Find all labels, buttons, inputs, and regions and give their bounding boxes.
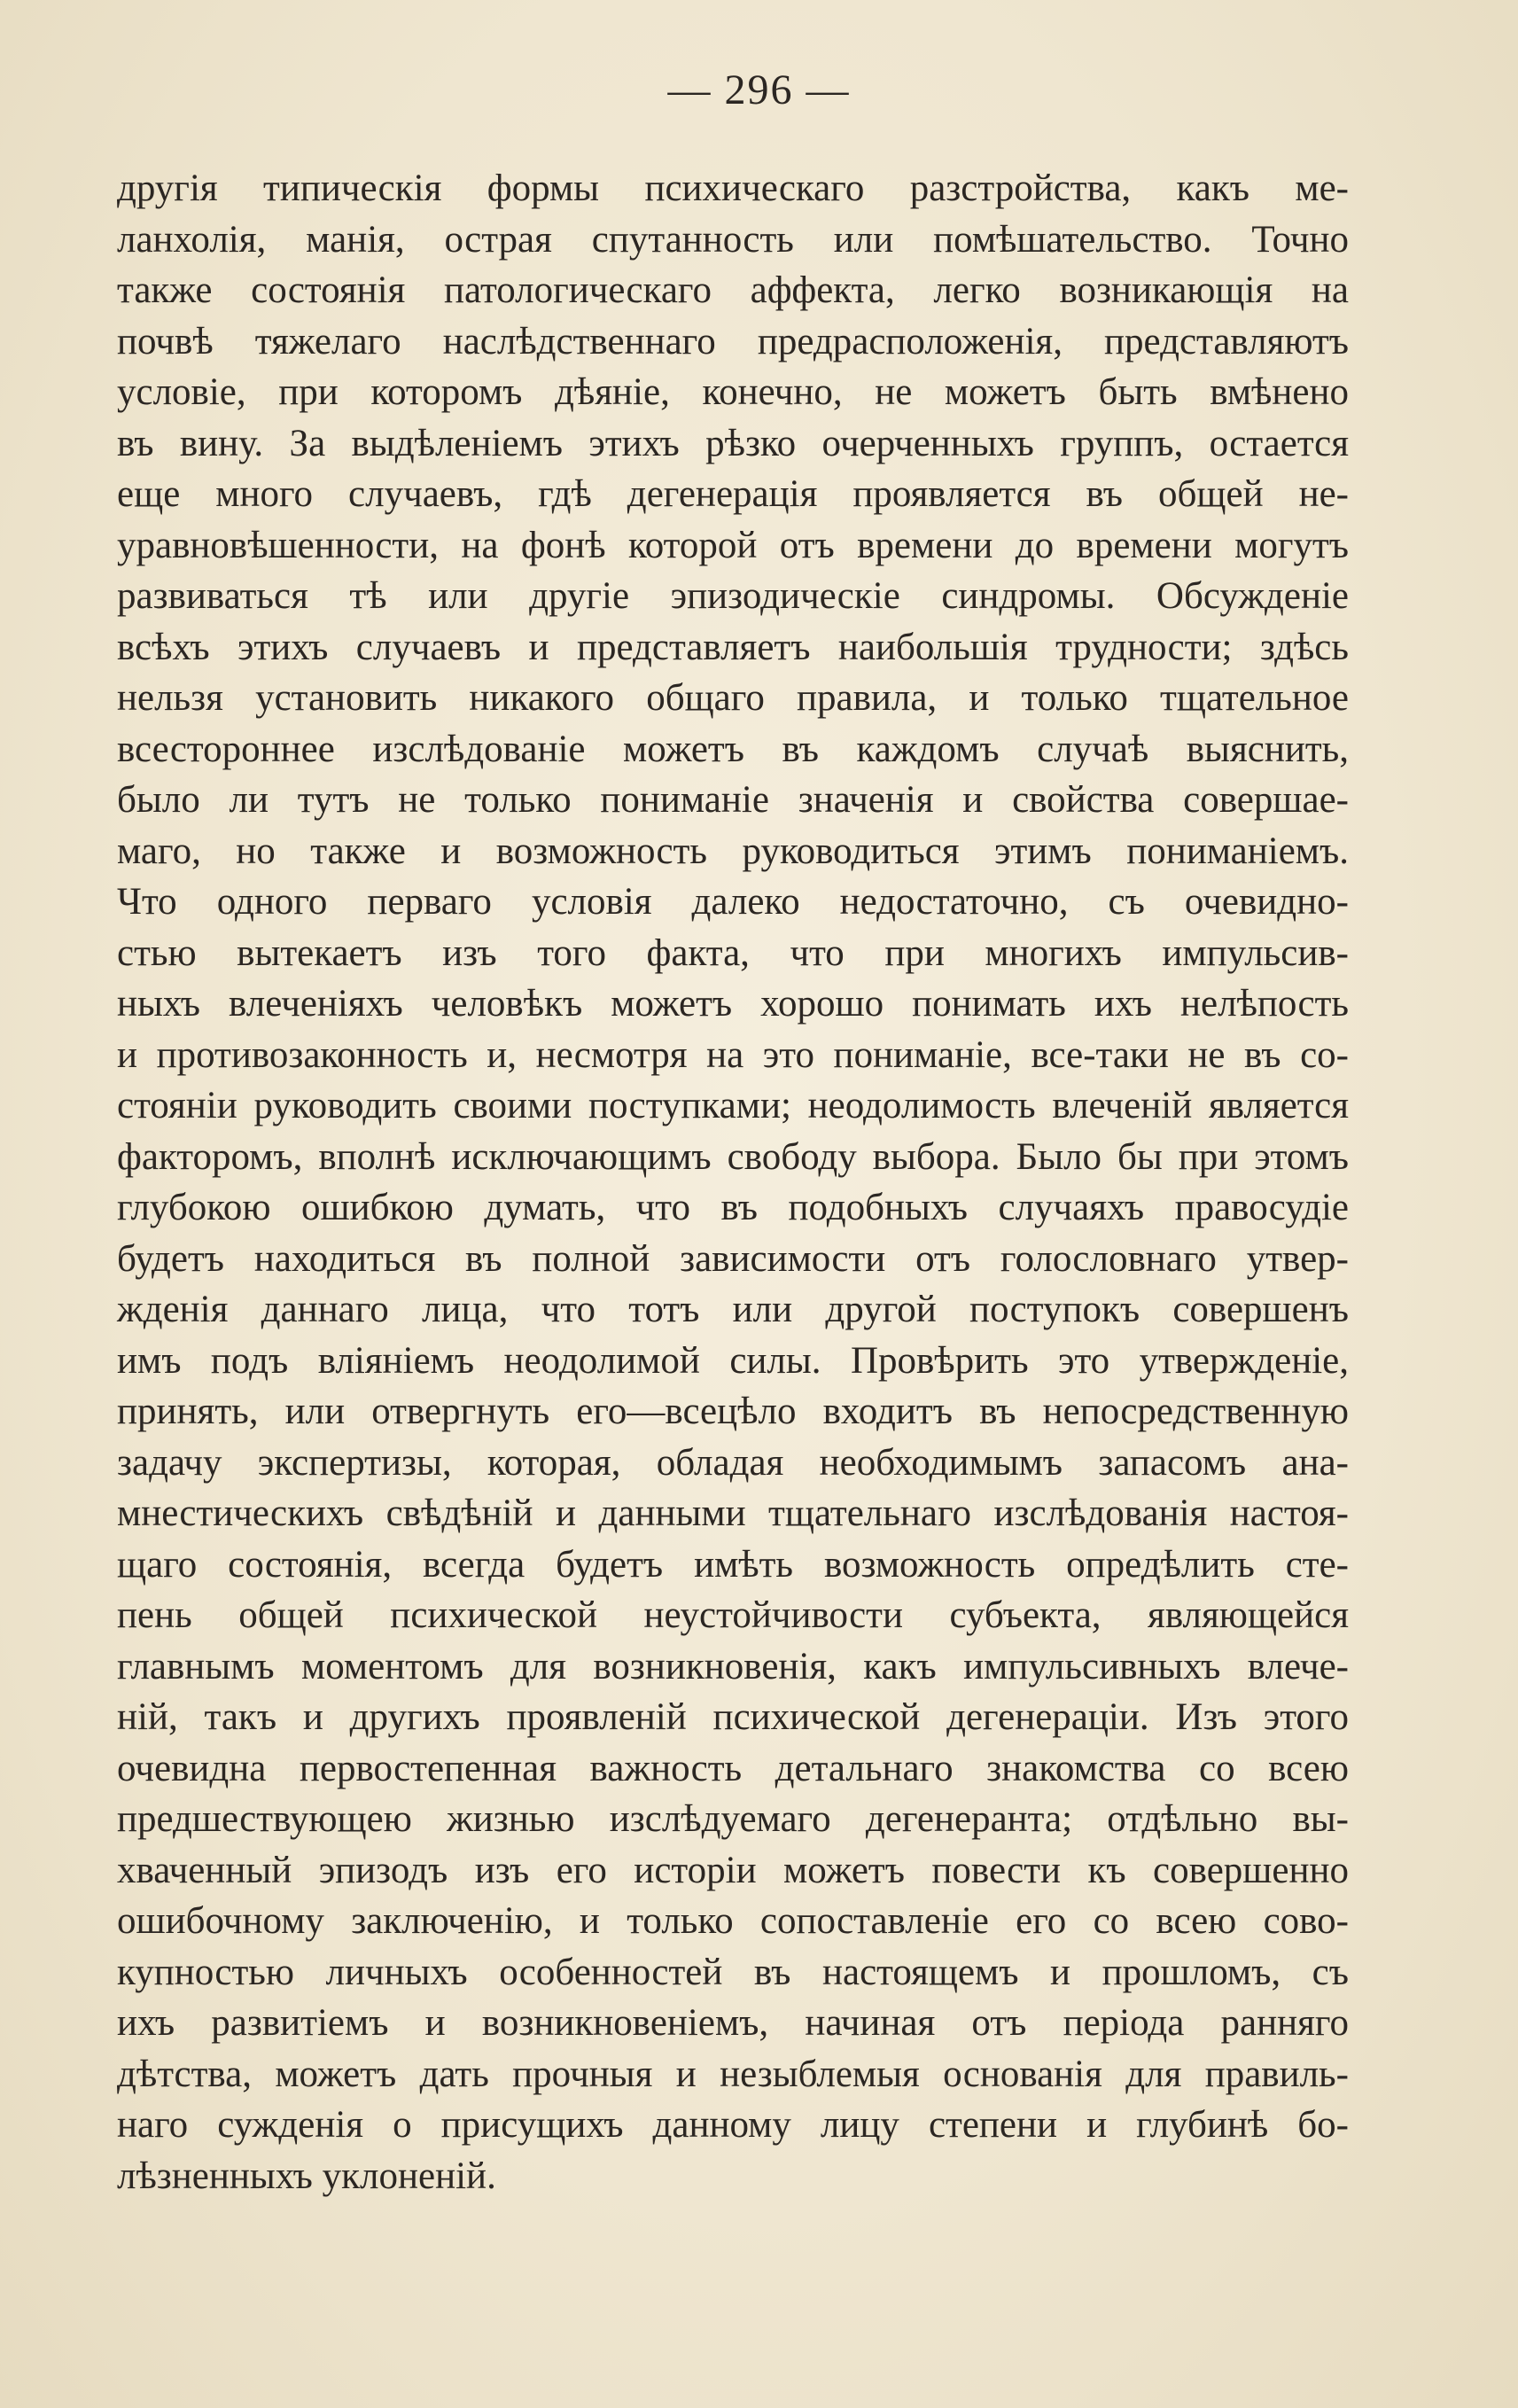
text-line: лѣзненныхъ уклоненій. bbox=[117, 2155, 496, 2197]
text-line: дѣтства, можетъ дать прочныя и незыблемыя основанія для правиль- bbox=[117, 2053, 1349, 2095]
text-line: ланхолія, манія, острая спутанность или помѣшательство. Точно bbox=[117, 218, 1349, 261]
text-line: почвѣ тяжелаго наслѣдственнаго предрасположенія, представляютъ bbox=[117, 320, 1349, 362]
body-text bbox=[117, 163, 1349, 2201]
text-line: и противозаконность и, несмотря на это пониманіе, все-таки не въ со- bbox=[117, 1033, 1349, 1076]
text-line: условіе, при которомъ дѣяніе, конечно, не можетъ быть вмѣнено bbox=[117, 371, 1349, 413]
text-line: стью вытекаетъ изъ того факта, что при многихъ импульсив- bbox=[117, 931, 1349, 974]
text-line: всестороннее изслѣдованіе можетъ въ каждомъ случаѣ выяснить, bbox=[117, 728, 1349, 770]
text-line: ныхъ влеченіяхъ человѣкъ можетъ хорошо понимать ихъ нелѣпость bbox=[117, 983, 1349, 1025]
text-line: было ли тутъ не только пониманіе значенія и свойства совершае- bbox=[117, 779, 1349, 821]
text-line: наго сужденія о присущихъ данному лицу степени и глубинѣ бо- bbox=[117, 2104, 1349, 2146]
text-line: очевидна первостепенная важность детальнаго знакомства со всею bbox=[117, 1747, 1349, 1789]
text-line: развиваться тѣ или другіе эпизодическіе синдромы. Обсужденіе bbox=[117, 575, 1349, 617]
text-line: стояніи руководить своими поступками; неодолимость влеченій является bbox=[117, 1085, 1349, 1126]
text-line: ихъ развитіемъ и возникновеніемъ, начиная отъ періода ранняго bbox=[117, 2002, 1349, 2044]
text-line: глубокою ошибкою думать, что въ подобныхъ случаяхъ правосудіе bbox=[117, 1187, 1349, 1228]
text-line: главнымъ моментомъ для возникновенія, какъ импульсивныхъ влече- bbox=[117, 1645, 1349, 1687]
text-line: Что одного перваго условія далеко недостаточно, съ очевидно- bbox=[117, 881, 1349, 923]
text-line: уравновѣшенности, на фонѣ которой отъ времени до времени могутъ bbox=[117, 524, 1349, 566]
text-line: всѣхъ этихъ случаевъ и представляетъ наибольшія трудности; здѣсь bbox=[117, 626, 1349, 668]
text-line: пень общей психической неустойчивости субъекта, являющейся bbox=[117, 1594, 1349, 1636]
text-line: задачу экспертизы, которая, обладая необходимымъ запасомъ ана- bbox=[117, 1441, 1349, 1484]
text-line: хваченный эпизодъ изъ его исторіи можетъ повести къ совершенно bbox=[117, 1849, 1349, 1891]
text-line: принять, или отвергнуть его—всецѣло входитъ въ непосредственную bbox=[117, 1391, 1349, 1432]
text-line: маго, но также и возможность руководиться этимъ пониманіемъ. bbox=[117, 830, 1349, 872]
text-line: будетъ находиться въ полной зависимости отъ голословнаго утвер- bbox=[117, 1237, 1349, 1280]
text-line: купностью личныхъ особенностей въ настоящемъ и прошломъ, съ bbox=[117, 1951, 1349, 1993]
text-line: мнестическихъ свѣдѣній и данными тщательнаго изслѣдованія настоя- bbox=[117, 1492, 1349, 1534]
text-line: щаго состоянія, всегда будетъ имѣть возможность опредѣлить сте- bbox=[117, 1543, 1349, 1586]
text-line: факторомъ, вполнѣ исключающимъ свободу выбора. Было бы при этомъ bbox=[117, 1135, 1349, 1178]
text-line: другія типическія формы психическаго разстройства, какъ ме- bbox=[117, 168, 1349, 209]
text-line: имъ подъ вліяніемъ неодолимой силы. Провѣрить это утвержденіе, bbox=[117, 1339, 1349, 1382]
text-line: жденія даннаго лица, что тотъ или другой поступокъ совершенъ bbox=[117, 1289, 1349, 1330]
text-line: предшествующею жизнью изслѣдуемаго дегенеранта; отдѣльно вы- bbox=[117, 1798, 1349, 1840]
text-line: нельзя установить никакого общаго правила, и только тщательное bbox=[117, 677, 1349, 719]
text-line: также состоянія патологическаго аффекта, легко возникающія на bbox=[117, 269, 1349, 311]
text-line: въ вину. За выдѣленіемъ этихъ рѣзко очерченныхъ группъ, остается bbox=[117, 422, 1349, 464]
text-line: ошибочному заключенію, и только сопоставленіе его со всею сово- bbox=[117, 1900, 1349, 1942]
text-line: ній, такъ и другихъ проявленій психической дегенераціи. Изъ этого bbox=[117, 1696, 1349, 1738]
text-line: еще много случаевъ, гдѣ дегенерація проявляется въ общей не- bbox=[117, 473, 1349, 515]
page-number: — 296 — bbox=[667, 66, 851, 113]
